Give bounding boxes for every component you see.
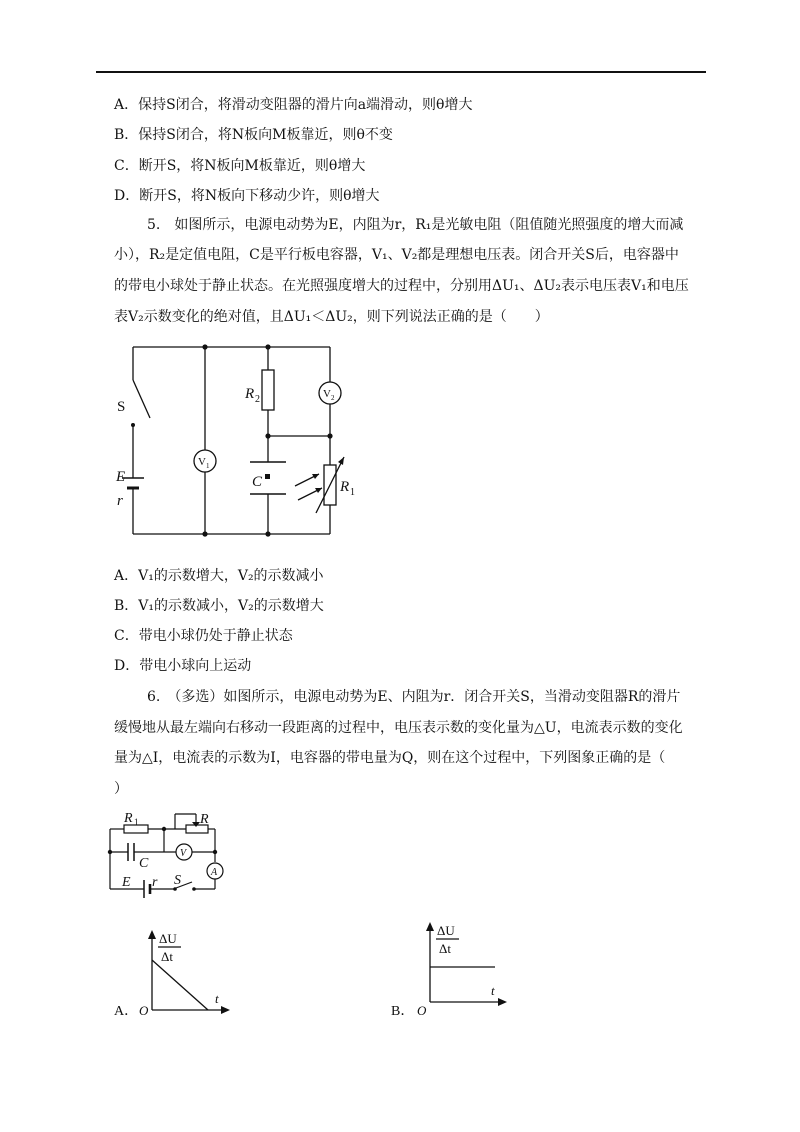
q6-ammeter-label: A: [211, 867, 218, 878]
q5-stem-line-1: 5. 如图所示，电源电动势为E，内阻为r，R₁是光敏电阻（阻值随光照强度的增大而减: [147, 217, 684, 233]
graph-a-ylabel-num: ΔU: [159, 931, 177, 946]
graph-b-ylabel-den: Δt: [439, 941, 451, 956]
q5-label-r2-sub: 2: [255, 394, 260, 405]
q5-option-d: D．带电小球向上运动: [114, 658, 252, 674]
q6-stem-line-3: 量为△I，电流表的示数为I，电容器的带电量为Q，则在这个过程中，下列图象正确的是（: [114, 750, 666, 766]
q5-option-c: C．带电小球仍处于静止状态: [114, 628, 293, 644]
q5-option-a: A．V₁的示数增大，V₂的示数减小: [114, 568, 324, 584]
v1-label: V: [198, 456, 206, 468]
q6-stem-line-1: 6. （多选）如图所示，电源电动势为E、内阻为r．闭合开关S，当滑动变阻器R的滑片: [147, 689, 681, 705]
graph-a-option-label: A．: [114, 1004, 139, 1019]
q5-label-emf: E: [116, 469, 126, 485]
graph-a-xlabel: t: [215, 991, 219, 1006]
q6-stem-line-2: 缓慢地从最左端向右移动一段距离的过程中，电压表示数的变化量为△U，电流表示数的变化: [114, 720, 683, 736]
graph-b-ylabel-num: ΔU: [437, 923, 455, 938]
q4-option-d: D．断开S，将N板向下移动少许，则θ增大: [114, 188, 380, 204]
q4-option-b: B．保持S闭合，将N板向M板靠近，则θ不变: [114, 127, 393, 143]
graph-b-option-label: B．: [391, 1004, 415, 1019]
q5-label-r1-sub: 1: [350, 487, 355, 498]
graph-a-curve: [152, 960, 208, 1010]
v2-label-sub: 2: [331, 394, 335, 402]
q5-stem-line-2: 小），R₂是定值电阻，C是平行板电容器，V₁、V₂都是理想电压表。闭合开关S后，电容器中: [114, 247, 679, 263]
q5-option-b: B．V₁的示数减小，V₂的示数增大: [114, 598, 324, 614]
v1-label-sub: 1: [206, 462, 210, 470]
v2-label: V: [323, 388, 331, 400]
q6-label-rheostat: R: [200, 812, 209, 827]
q4-option-c: C．断开S，将N板向M板靠近，则θ增大: [114, 158, 366, 174]
q6-label-r1-sub: 1: [134, 817, 139, 827]
graph-b-origin: O: [417, 1003, 427, 1018]
q5-label-switch: S: [117, 399, 126, 415]
q5-label-r1: R: [340, 479, 350, 495]
q5-label-internal: r: [117, 493, 123, 509]
q5-label-capacitor: C: [252, 474, 263, 490]
graph-b-xlabel: t: [491, 983, 495, 998]
q5-label-r2: R: [245, 386, 255, 402]
q6-stem-line-4: ）: [114, 781, 128, 797]
graph-a: [114, 930, 230, 1019]
q5-stem-line-4: 表V₂示数变化的绝对值，且ΔU₁＜ΔU₂，则下列说法正确的是（ ）: [114, 309, 549, 325]
q5-stem-line-3: 的带电小球处于静止状态。在光照强度增大的过程中，分别用ΔU₁、ΔU₂表示电压表V₁和电压: [114, 278, 689, 294]
q6-label-internal: r: [152, 875, 158, 890]
q6-label-capacitor: C: [139, 856, 149, 871]
graph-a-ylabel-den: Δt: [161, 949, 173, 964]
q4-option-a: A．保持S闭合，将滑动变阻器的滑片向a端滑动，则θ增大: [114, 97, 473, 113]
q6-voltmeter-label: V: [180, 848, 187, 859]
graph-a-origin: O: [139, 1003, 149, 1018]
q6-label-r1: R: [124, 811, 133, 826]
q6-label-switch: S: [174, 873, 181, 888]
graph-b: [391, 922, 507, 1019]
q6-label-emf: E: [122, 875, 131, 890]
